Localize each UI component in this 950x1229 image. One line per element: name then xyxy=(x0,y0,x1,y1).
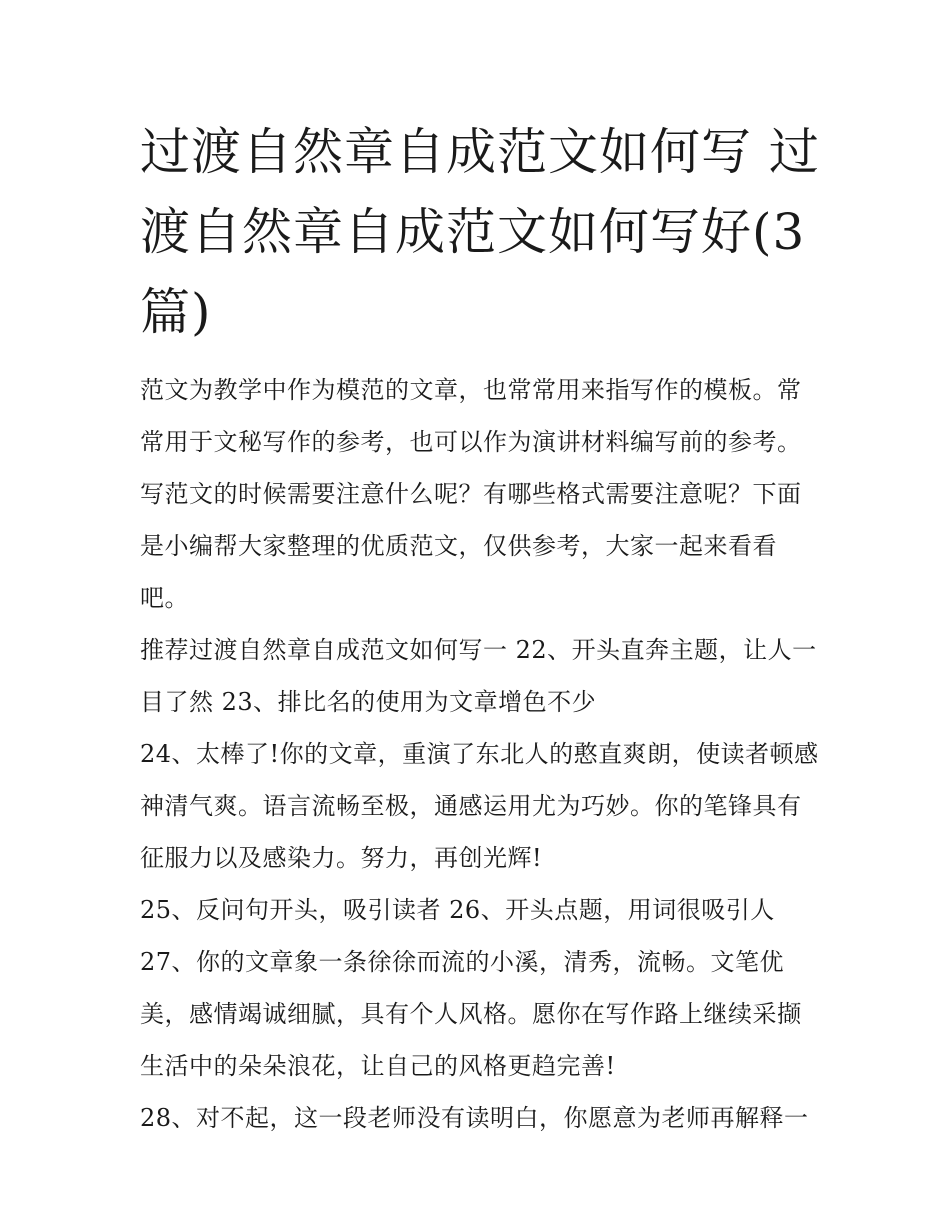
document-page xyxy=(140,112,820,1144)
document-title: 过渡自然章自成范文如何写 过渡自然章自成范文如何写好(3篇) xyxy=(140,123,820,341)
paragraph-comment-25-26: 25、反问句开头，吸引读者 26、开头点题，用词很吸引人 xyxy=(140,896,775,924)
paragraph-comment-28: 28、对不起，这一段老师没有读明白，你愿意为老师再解释一 xyxy=(140,1104,809,1132)
paragraph-comment-27: 27、你的文章象一条徐徐而流的小溪，清秀，流畅。文笔优美，感情竭诚细腻，具有个人风格。愿你在写作路上继续采撷生活中的朵朵浪花，让自己的风格更趋完善! xyxy=(140,948,802,1080)
paragraph-intro: 范文为教学中作为模范的文章，也常常用来指写作的模板。常常用于文秘写作的参考，也可以作为演讲材料编写前的参考。写范文的时候需要注意什么呢？有哪些格式需要注意呢？下面是小编帮大家整理的优质范文，仅供参考，大家一起来看看吧。 xyxy=(140,376,802,612)
paragraph-recommend: 推荐过渡自然章自成范文如何写一 22、开头直奔主题，让人一目了然 23、排比名的使用为文章增色不少 xyxy=(140,636,817,716)
paragraph-comment-24: 24、太棒了!你的文章，重演了东北人的憨直爽朗，使读者顿感神清气爽。语言流畅至极，通感运用尤为巧妙。你的笔锋具有征服力以及感染力。努力，再创光辉! xyxy=(140,740,819,872)
